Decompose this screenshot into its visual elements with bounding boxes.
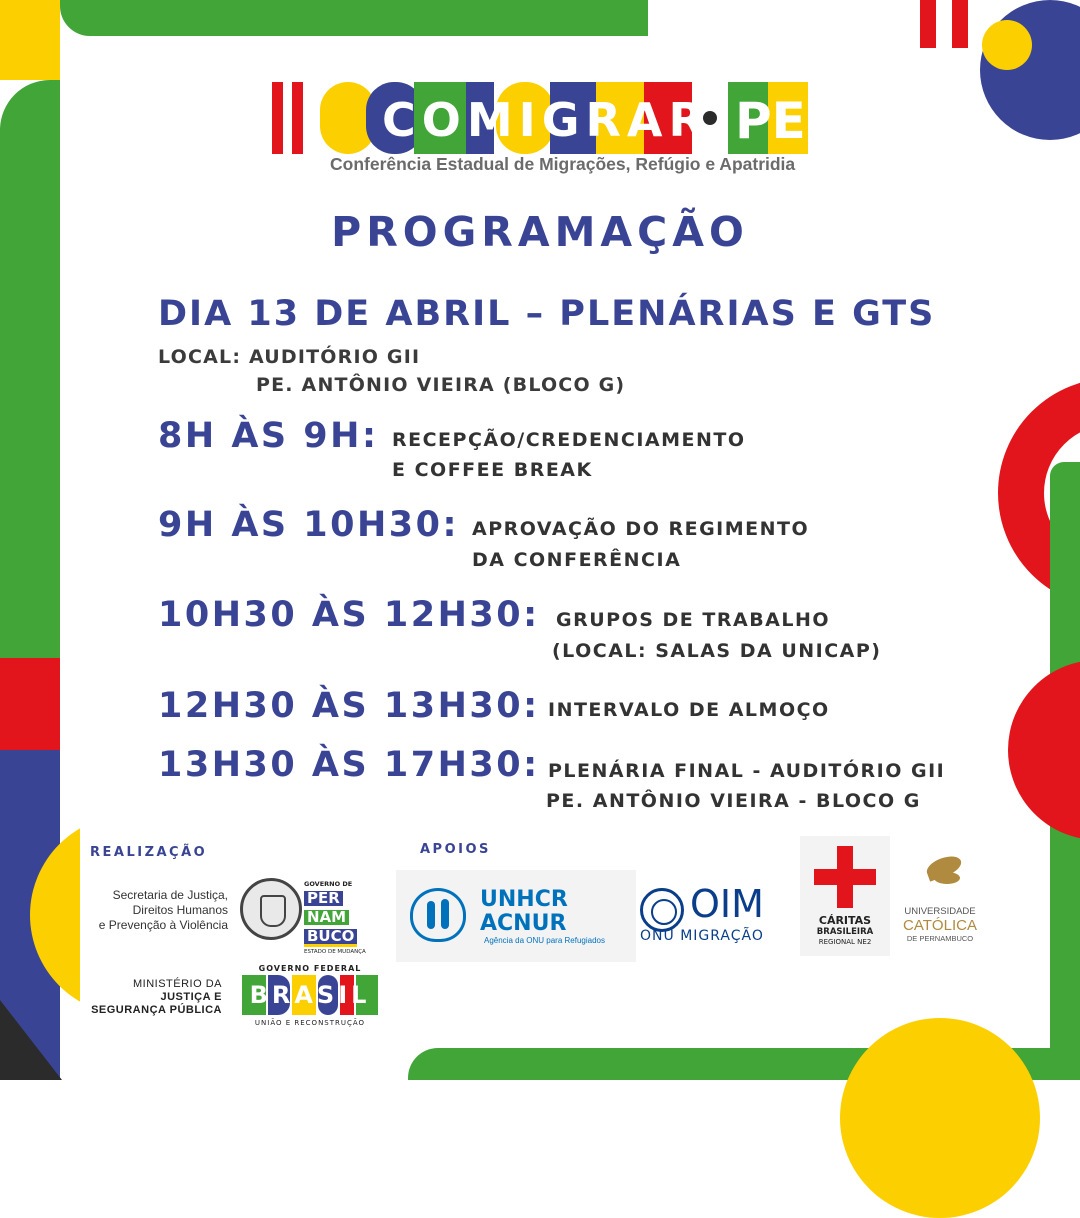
caritas-line-1: CÁRITAS <box>818 914 872 927</box>
mj-line: SEGURANÇA PÚBLICA <box>91 1004 222 1016</box>
caritas-line-2: BRASILEIRA <box>816 927 874 937</box>
sjdh-line: e Prevenção à Violência <box>98 918 228 932</box>
deco-tr-red-bar-1 <box>920 0 936 48</box>
pernambuco-crest-icon <box>240 878 302 940</box>
mj-line: MINISTÉRIO DA <box>132 978 222 990</box>
realizacao-label: REALIZAÇÃO <box>90 845 208 860</box>
logo-state: PE <box>735 92 806 150</box>
schedule-desc: DA CONFERÊNCIA <box>472 549 682 571</box>
gov-federal-logo <box>240 964 380 1027</box>
mj-text <box>60 978 222 1017</box>
pe-logo-l2: NAM <box>304 910 349 925</box>
deco-tr-red-bar-2 <box>952 0 968 48</box>
schedule-time: 13H30 ÀS 17H30: <box>158 745 540 785</box>
sjdh-text <box>60 888 228 933</box>
dove-icon <box>922 850 966 894</box>
unicap-line-2: CATÓLICA <box>903 917 977 934</box>
local-line-2: PE. ANTÔNIO VIEIRA (BLOCO G) <box>256 374 626 396</box>
deco-tr-yellow-dot <box>982 20 1032 70</box>
pe-logo-l1: PER <box>304 891 343 906</box>
deco-top-green-bar <box>60 0 648 36</box>
unhcr-emblem-icon <box>410 888 466 942</box>
mj-line: JUSTIÇA E <box>160 991 222 1003</box>
caritas-cross-icon <box>814 846 876 908</box>
caritas-line-3: REGIONAL NE2 <box>818 938 872 946</box>
pe-logo-top: GOVERNO DE <box>304 880 353 888</box>
schedule-desc: (LOCAL: SALAS DA UNICAP) <box>552 640 882 662</box>
gov-logo-word <box>240 975 380 1015</box>
oim-globe-icon <box>640 888 684 932</box>
logo-subtitle: Conferência Estadual de Migrações, Refúgio e Apatridia <box>330 154 796 174</box>
oim-logo <box>638 882 788 952</box>
deco-left-green <box>0 80 60 660</box>
deco-bottom-yellow-circle <box>840 1018 1040 1218</box>
schedule-desc: INTERVALO DE ALMOÇO <box>548 699 830 721</box>
unicap-line-1: UNIVERSIDADE <box>904 906 976 917</box>
schedule-desc: RECEPÇÃO/CREDENCIAMENTO <box>392 429 746 451</box>
gov-logo-word-text: BRASIL <box>249 981 371 1009</box>
unhcr-sub: Agência da ONU para Refugiados <box>484 936 605 945</box>
schedule-time: 8H ÀS 9H: <box>158 416 379 456</box>
deco-left-dark-triangle <box>0 1000 62 1080</box>
page-title: PROGRAMAÇÃO <box>331 208 749 256</box>
unicap-logo <box>892 850 988 950</box>
caritas-logo <box>800 836 890 956</box>
local-line-1: LOCAL: AUDITÓRIO GII <box>158 346 421 368</box>
unhcr-line-1: UNHCR <box>480 887 568 912</box>
schedule-desc: PE. ANTÔNIO VIEIRA - BLOCO G <box>546 790 921 812</box>
schedule-time: 9H ÀS 10H30: <box>158 505 460 545</box>
sjdh-line: Direitos Humanos <box>132 903 228 917</box>
schedule-time: 12H30 ÀS 13H30: <box>158 686 540 726</box>
oim-sub: ONU MIGRAÇÃO <box>640 928 764 944</box>
schedule-desc: E COFFEE BREAK <box>392 459 593 481</box>
deco-left-red <box>0 658 60 750</box>
pernambuco-logo <box>304 880 380 955</box>
unhcr-logo <box>396 870 636 962</box>
schedule-desc: GRUPOS DE TRABALHO <box>556 609 831 631</box>
pe-logo-l3: BUCO <box>304 929 357 947</box>
deco-right-red-circle <box>1008 660 1080 840</box>
schedule-desc: APROVAÇÃO DO REGIMENTO <box>472 518 810 540</box>
comigrar-logo-wordmark <box>270 82 810 154</box>
deco-top-yellow <box>0 0 60 80</box>
schedule-time: 10H30 ÀS 12H30: <box>158 595 540 635</box>
unicap-line-3: DE PERNAMBUCO <box>906 934 974 943</box>
pe-logo-bottom: ESTADO DE MUDANÇA <box>304 949 366 955</box>
apoios-label: APOIOS <box>420 842 491 857</box>
unhcr-line-2: ACNUR <box>480 911 567 936</box>
gov-logo-top: GOVERNO FEDERAL <box>258 964 362 973</box>
schedule-desc: PLENÁRIA FINAL - AUDITÓRIO GII <box>548 760 946 782</box>
gov-logo-bottom: UNIÃO E RECONSTRUÇÃO <box>254 1019 366 1027</box>
day-title: DIA 13 DE ABRIL – PLENÁRIAS E GTS <box>158 294 936 334</box>
deco-tr-blue-circle <box>980 0 1080 140</box>
logo-letters: COMIGRAR <box>382 93 710 147</box>
sjdh-line: Secretaria de Justiça, <box>112 888 228 902</box>
oim-name: OIM <box>690 882 764 926</box>
